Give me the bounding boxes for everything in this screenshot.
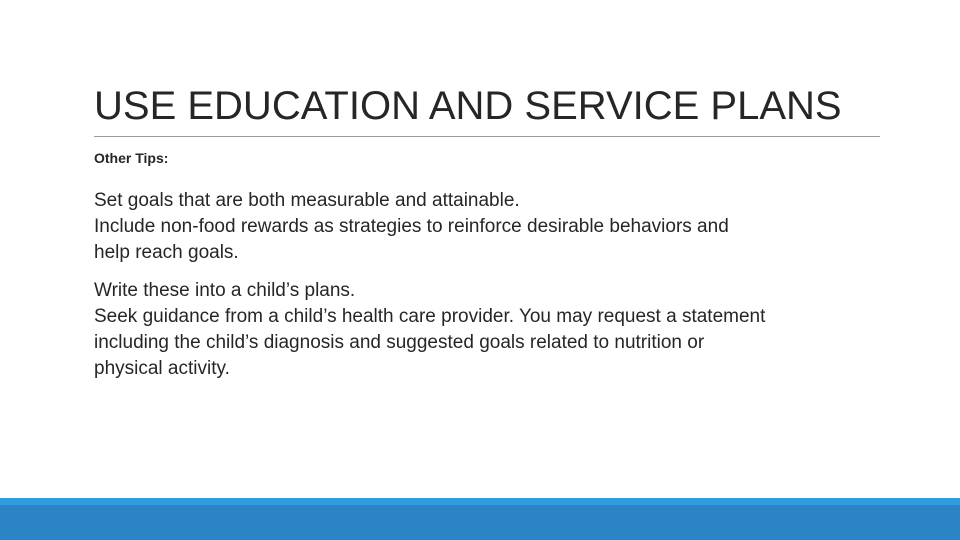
title-divider (94, 136, 880, 137)
paragraph-line: including the child’s diagnosis and suggested goals related to nutrition or (94, 332, 705, 353)
paragraph-plans (94, 278, 894, 382)
paragraph-goals (94, 188, 894, 266)
paragraph-line: Set goals that are both measurable and attainable. (94, 190, 520, 211)
footer-accent-highlight (0, 498, 960, 505)
subheading: Other Tips: (94, 150, 169, 166)
slide-title: USE EDUCATION AND SERVICE PLANS (94, 84, 842, 128)
paragraph-line: Write these into a child’s plans. (94, 280, 356, 301)
paragraph-line: Seek guidance from a child’s health care provider. You may request a statement (94, 306, 766, 327)
paragraph-line: Include non-food rewards as strategies to reinforce desirable behaviors and (94, 216, 729, 237)
slide-body (94, 148, 894, 394)
paragraph-line: physical activity. (94, 358, 230, 379)
paragraph-line: help reach goals. (94, 242, 239, 263)
